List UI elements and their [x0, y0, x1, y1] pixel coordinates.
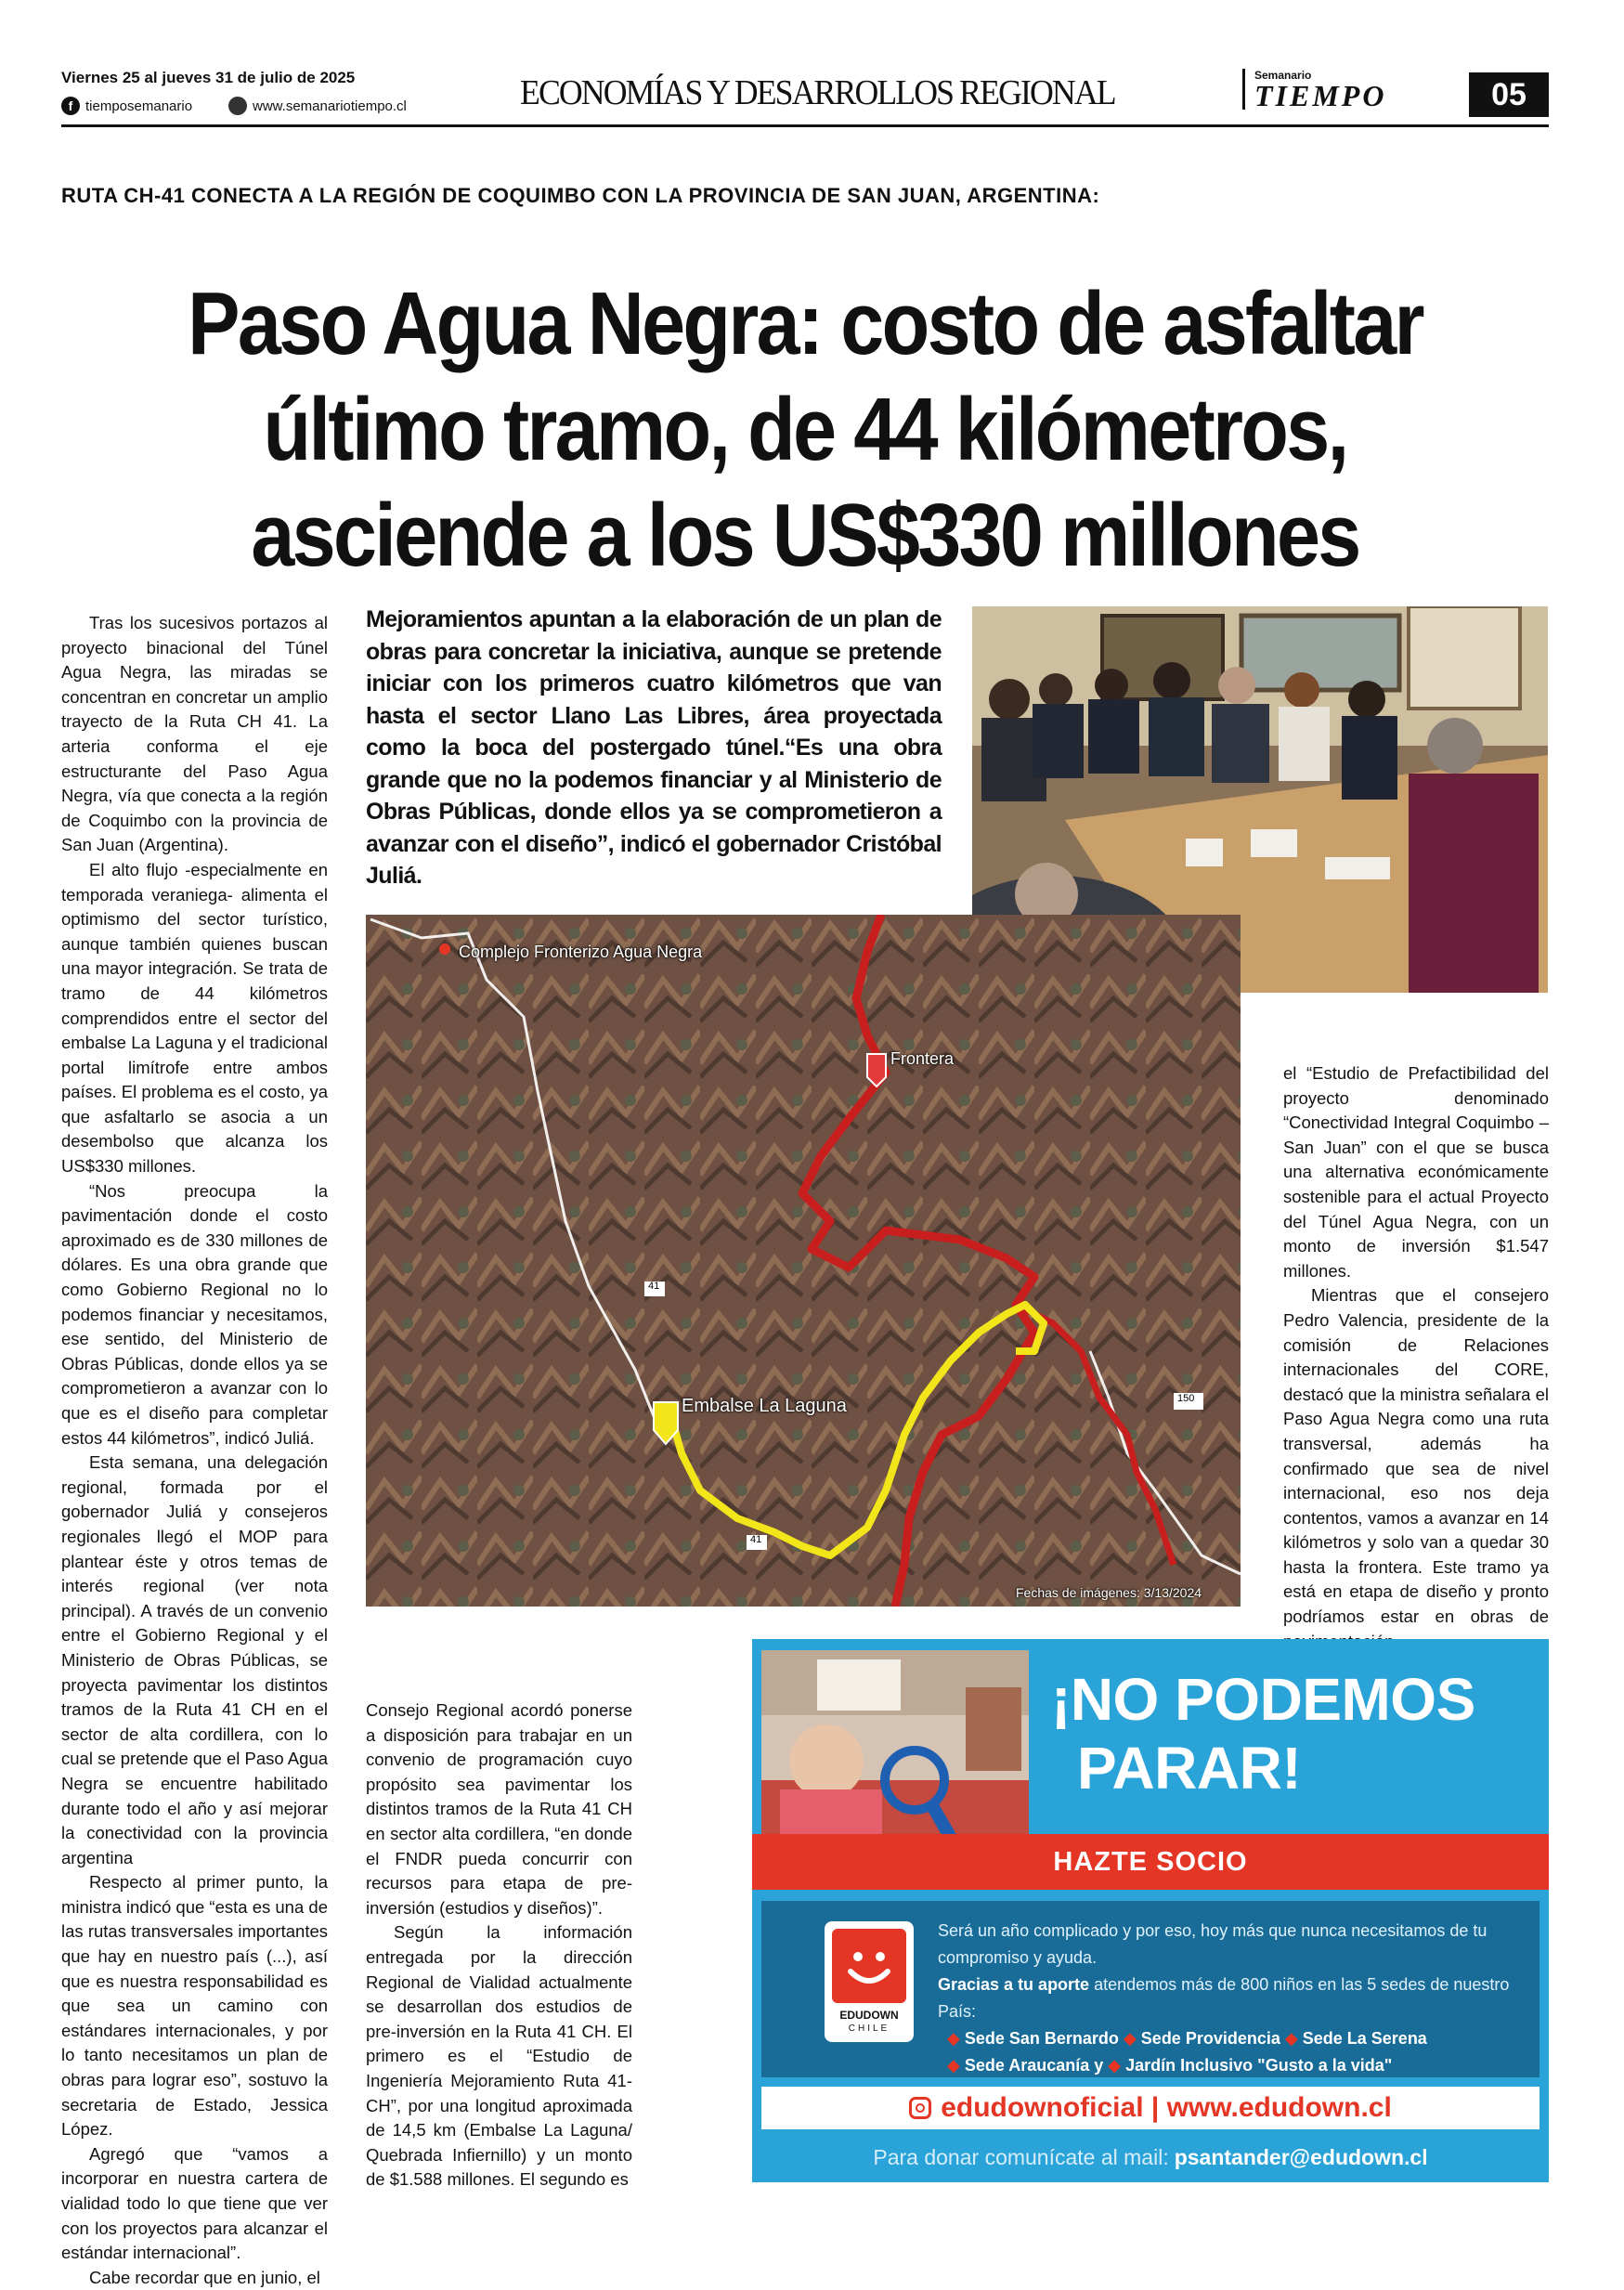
page-number: 05 — [1469, 72, 1549, 117]
sede: Sede Araucanía y — [964, 2056, 1104, 2075]
sede: Sede San Bernardo — [964, 2029, 1119, 2048]
article-kicker: RUTA CH-41 CONECTA A LA REGIÓN DE COQUIMBO CON LA PROVINCIA DE SAN JUAN, ARGENTINA: — [61, 184, 1100, 207]
smile-icon — [832, 1929, 906, 2003]
ad-thanks-bold: Gracias a tu aporte — [938, 1975, 1090, 1994]
paragraph: el “Estudio de Prefactibilidad del proyecto denominado “Conectividad Integral Coquimbo – San Juan” con el que se busca una alternativa económicamente sostenible para el actual Proyecto del Túnel Agua Negra, con un monto de inversión $1.547 millones. — [1283, 1063, 1549, 1281]
paragraph: Esta semana, una delegación regional, formada por el gobernador Juliá y consejeros regionales llegó el MOP para plantear éste y otros temas de interés regional (ver nota principal). A través de un convenio entre el Gobierno Regional y el Ministerio de Obras Públicas, se proyecta pavimentar los distintos tramos de la Ruta 41 CH en el sector de alta cordillera, con lo cual se pretende que el Paso Agua Negra se encuentre habilitado durante todo el año y así mejorar la conectividad con la provincia argentina — [61, 1452, 328, 1867]
sede: Jardín Inclusivo "Gusto a la vida" — [1125, 2056, 1393, 2075]
map-label-frontera: Frontera — [890, 1049, 955, 1068]
brand-name: TIEMPO — [1254, 79, 1387, 112]
route-map-svg — [366, 915, 1241, 1607]
headline-line: asciende a los US$330 millones — [251, 486, 1359, 585]
paragraph: Tras los sucesivos portazos al proyecto binacional del Túnel Agua Negra, las miradas se concentran en concretar un amplio trayecto de la Ruta CH 41. La arteria conforma el eje estructurante del Paso Agua Negra, vía que conecta a la región de Coquimbo con la provincia de San Juan (Argentina). — [61, 613, 328, 855]
article-deck: Mejoramientos apuntan a la elaboración de un plan de obras para concretar la iniciativa, aunque se pretende iniciar con los primeros cuatro kilómetros que van hasta el sector Llano Las Libres, área proyectada como la boca del postergado túnel.“Es una obra grande que no la podemos financiar y al Ministerio de Obras Públicas, donde ellos ya se comprometieron a avanzar con el diseño”, indicó el gobernador Cristóbal Juliá. — [366, 606, 942, 889]
issue-date: Viernes 25 al jueves 31 de julio de 2025 — [61, 69, 356, 86]
paragraph: “Nos preocupa la pavimentación donde el costo aproximado es de 330 millones de dólares. Es una obra grande que como Gobierno Regional no lo podemos financiar y necesitamos, ese sentido, del Ministerio de Obras Públicas, donde ellos ya se comprometieron a avanzar con lo que es el diseño para completar estos 44 kilómetros”, indicó Juliá. — [61, 1180, 328, 1448]
website-text: www.semanariotiempo.cl — [253, 98, 407, 114]
ad-contact-bar[interactable] — [761, 2087, 1540, 2129]
map-date-stamp: Fechas de imágenes: 3/13/2024 — [1016, 1585, 1202, 1600]
facebook-handle[interactable] — [61, 97, 192, 115]
headline-line: último tramo, de 44 kilómetros, — [263, 380, 1347, 479]
section-title: ECONOMÍAS Y DESARROLLOS REGIONAL — [520, 73, 1115, 112]
edudown-ad[interactable] — [752, 1639, 1549, 2182]
route-150-label: 150 — [1177, 1393, 1195, 1404]
edudown-logo — [825, 1921, 914, 2042]
paragraph: El alto flujo -especialmente en temporada veraniega- alimenta el optimismo del sector turístico, aunque también quienes buscan una mayor integración. Se trata de tramo de 44 kilómetros comprendidos entre el sector del embalse La Laguna y el tradicional portal limítrofe entre ambos países. El problema es el costo, ya que asfaltarlo se asocia a un desembolso que alcanza los US$330 millones. — [61, 859, 328, 1177]
ad-thanks-rest: atendemos más de 800 niños en las 5 sedes de nuestro País: — [938, 1975, 1510, 2021]
complejo-marker — [439, 943, 450, 955]
logo-name: EDUDOWN — [839, 2009, 899, 2022]
paragraph: Consejo Regional acordó ponerse a disposición para trabajar en un convenio de programación cuyo propósito sea pavimentar los distintos tramos de la Ruta 41 CH en sector alta cordillera, “en donde el FNDR pueda concurrir con recursos para etapa de pre-inversión (estudios y diseños)”. — [366, 1700, 632, 1918]
article-column-1 — [61, 611, 328, 2290]
globe-icon — [228, 97, 247, 115]
logo-country: CHILE — [848, 2023, 890, 2034]
facebook-icon: f — [61, 97, 80, 115]
paragraph: Según la información entregada por la dirección Regional de Vialidad actualmente se desarrollan dos estudios de pre-inversión en la Ruta 41 CH. El primero es el “Estudio de Ingeniería Mejoramiento Ruta 41-CH”, por una longitud aproximada de 14,5 km (Embalse La Laguna/ Quebrada Infiernillo) y un monto de $1.588 millones. El segundo es — [366, 1922, 632, 2190]
website-link[interactable] — [228, 97, 407, 115]
ad-headline-line-2: PARAR! — [1077, 1735, 1302, 1802]
paragraph: Cabe recordar que en junio, el — [89, 2267, 320, 2287]
brand-logo — [1242, 69, 1386, 110]
map-label-complejo: Complejo Fronterizo Agua Negra — [459, 943, 703, 961]
brand-small: Semanario — [1254, 69, 1312, 82]
facebook-handle-text: tiemposemanario — [85, 98, 193, 114]
article-column-2 — [366, 1698, 632, 2192]
ad-thanks — [938, 1971, 1514, 2025]
ad-copy — [938, 1918, 1514, 2079]
hazte-socio-button[interactable]: HAZTE SOCIO — [752, 1834, 1549, 1890]
route-map — [366, 915, 1241, 1607]
mail-prefix: Para donar comunícate al mail: — [873, 2144, 1169, 2169]
ad-headline — [1051, 1665, 1475, 1802]
paragraph: Mientras que el consejero Pedro Valencia, presidente de la comisión de Relaciones internacionales del CORE, destacó que la ministra señalara el Paso Agua Negra como una ruta transversal, además ha confirmado que sea de nivel internacional, eso nos deja contentos, vamos a avanzar en 14 kilómetros y solo van a quedar 30 hasta la frontera. Este tramo ya está en etapa de diseño y pronto podríamos estar en obras de — [1283, 1285, 1549, 1627]
article-headline — [150, 271, 1460, 589]
header-divider — [61, 124, 1549, 127]
route-41-label: 41 — [648, 1281, 660, 1292]
ad-sedes: ◆ Sede San Bernardo ◆ Sede Providencia ◆ Sede La Serena ◆ Sede Araucanía y ◆ Jardín Inclusivo "Gusto a la vida" — [947, 2029, 1427, 2075]
ad-contact-text: edudownoficial | www.edudown.cl — [941, 2092, 1392, 2123]
paragraph: Respecto al primer punto, la ministra indicó que “esta es una de las rutas transversales importantes que hay en nuestro país (...), así que es nuestra responsabilidad es que sea un camino con estándares internacionales, y por lo tanto necesitamos un plan de obras para lograr eso”, sostuvo la secretaria de Estado, Jessica López. — [61, 1872, 328, 2140]
headline-line: Paso Agua Negra: costo de asfaltar — [188, 274, 1423, 373]
sede: Sede La Serena — [1302, 2029, 1427, 2048]
paragraph: Agregó que “vamos a incorporar en nuestra cartera de vialidad todo lo que tiene que ver con los proyectos para alcanzar el estándar internacional”. — [61, 2143, 328, 2263]
ad-headline-line-1: ¡NO PODEMOS — [1051, 1666, 1475, 1733]
mail-address[interactable]: psantander@edudown.cl — [1174, 2144, 1428, 2169]
ad-donate-mail[interactable] — [752, 2139, 1549, 2176]
instagram-icon — [909, 2097, 931, 2119]
map-label-embalse: Embalse La Laguna — [682, 1396, 847, 1416]
ad-body: Será un año complicado y por eso, hoy más que nunca necesitamos de tu compromiso y ayuda. — [938, 1921, 1488, 1967]
sede: Sede Providencia — [1140, 2029, 1280, 2048]
route-41-label-lower: 41 — [750, 1534, 762, 1545]
article-column-3 — [1283, 1061, 1549, 1654]
